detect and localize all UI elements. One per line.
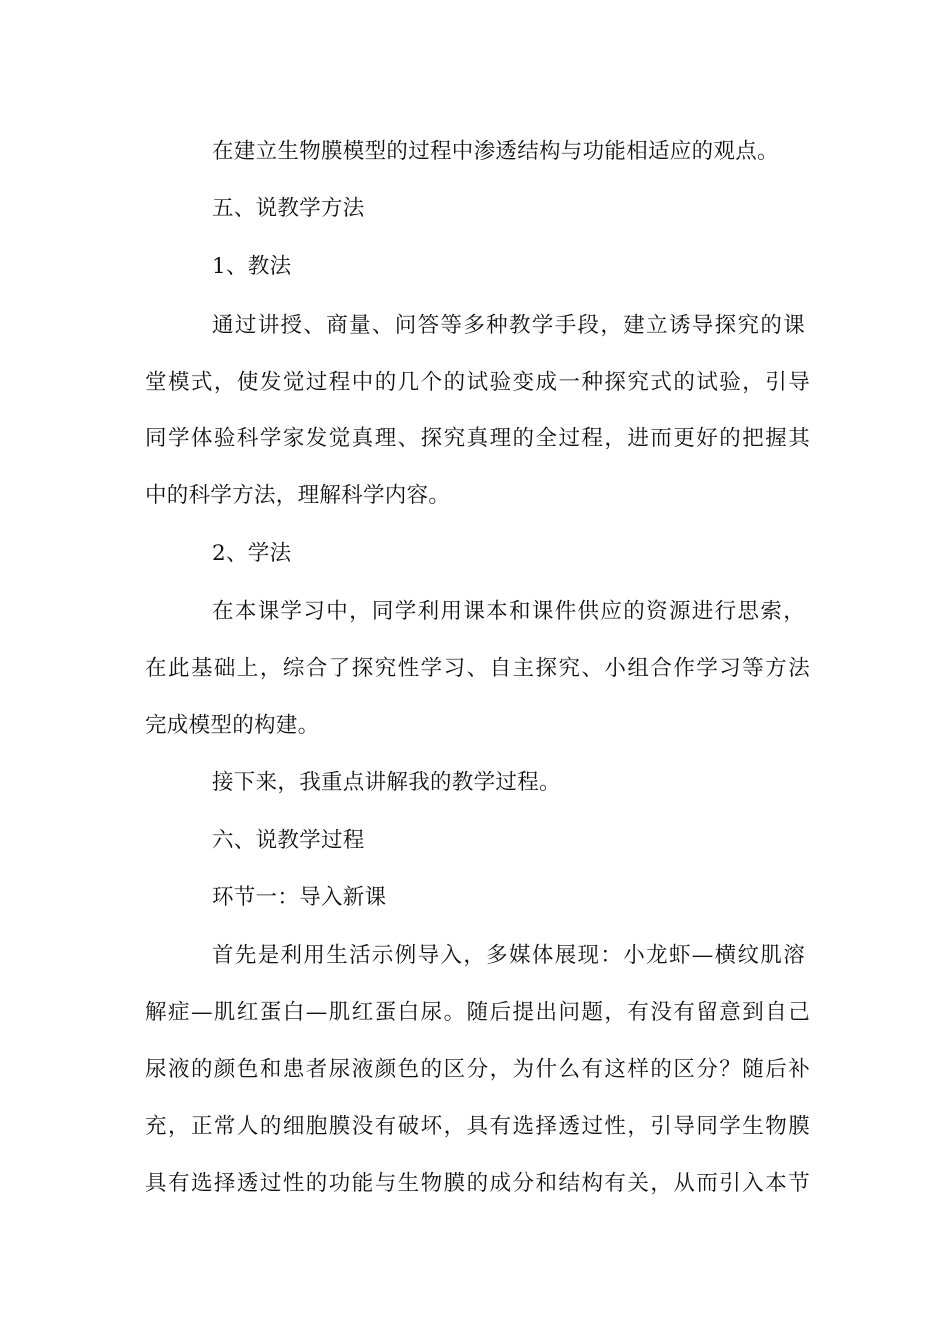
- section-heading: 六、说教学过程: [212, 828, 365, 853]
- paragraph-line: 解症—肌红蛋白—肌红蛋白尿。随后提出问题，有没有留意到自己: [145, 1000, 810, 1025]
- paragraph-line: 在建立生物膜模型的过程中渗透结构与功能相适应的观点。: [212, 139, 779, 164]
- paragraph-line: 首先是利用生活示例导入，多媒体展现：小龙虾—横纹肌溶: [212, 943, 805, 968]
- paragraph-line: 在本课学习中，同学利用课本和课件供应的资源进行思索，: [212, 599, 805, 624]
- paragraph-line: 具有选择透过性的功能与生物膜的成分和结构有关，从而引入本节: [145, 1171, 810, 1196]
- paragraph-line: 通过讲授、商量、问答等多种教学手段，建立诱导探究的课: [212, 313, 805, 338]
- subsection-heading: 2、学法: [212, 541, 292, 566]
- paragraph-line: 充，正常人的细胞膜没有破坏，具有选择透过性，引导同学生物膜: [145, 1114, 810, 1139]
- paragraph-line: 尿液的颜色和患者尿液颜色的区分，为什么有这样的区分？随后补: [145, 1057, 810, 1082]
- paragraph-line: 接下来，我重点讲解我的教学过程。: [212, 770, 561, 795]
- paragraph-line: 完成模型的构建。: [145, 713, 320, 738]
- section-heading: 五、说教学方法: [212, 196, 365, 221]
- paragraph-line: 中的科学方法，理解科学内容。: [145, 483, 451, 508]
- paragraph-line: 在此基础上，综合了探究性学习、自主探究、小组合作学习等方法: [145, 656, 810, 681]
- paragraph-line: 堂模式，使发觉过程中的几个的试验变成一种探究式的试验，引导: [145, 370, 810, 395]
- subsection-heading: 1、教法: [212, 254, 292, 279]
- paragraph-line: 同学体验科学家发觉真理、探究真理的全过程，进而更好的把握其: [145, 426, 810, 451]
- subsection-heading: 环节一：导入新课: [212, 885, 387, 910]
